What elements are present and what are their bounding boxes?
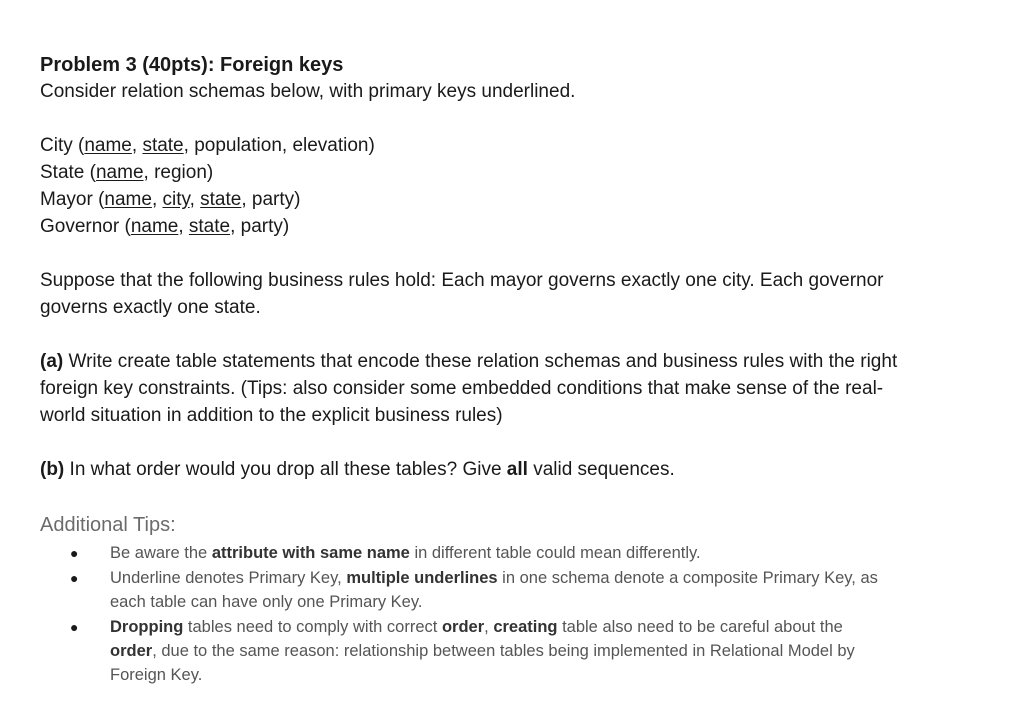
problem-intro: Consider relation schemas below, with primary keys underlined.	[40, 81, 576, 102]
bullet-icon: ●	[70, 545, 79, 561]
tip-item: ● Underline denotes Primary Key, multiple underlines in one schema denote a composite Primary Key, as each table can have only one Primary Key.	[40, 566, 1000, 614]
bullet-icon: ●	[70, 619, 79, 635]
schema-list	[40, 132, 1000, 240]
schema-state: State (name, region)	[40, 162, 214, 183]
pk-attribute: city	[162, 189, 190, 210]
schema-governor: Governor (name, state, party)	[40, 216, 290, 237]
part-a-line-3: world situation in addition to the explicit business rules)	[40, 405, 503, 426]
tip-item: ● Be aware the attribute with same name in different table could mean differently.	[40, 541, 1000, 565]
bullet-icon: ●	[70, 570, 79, 586]
tips-list	[40, 541, 1000, 687]
pk-attribute: state	[200, 189, 242, 210]
pk-attribute: state	[188, 216, 231, 237]
pk-attribute: name	[84, 135, 132, 156]
part-b-question: (b) In what order would you drop all these tables? Give all valid sequences.	[40, 459, 675, 480]
part-a-line-2: foreign key constraints. (Tips: also consider some embedded conditions that make sense of the real-	[40, 378, 884, 399]
document-page	[40, 52, 1000, 687]
schema-city: City (name, state, population, elevation)	[40, 135, 375, 156]
tip-item: ● Dropping tables need to comply with correct order, creating table also need to be careful about the order, due to the same reason: relationship between tables being implemented in Relational Model by Foreign Key.	[40, 615, 1000, 687]
pk-attribute: state	[142, 135, 184, 156]
tips-heading: Additional Tips:	[40, 514, 176, 536]
part-a-label: (a)	[40, 351, 64, 372]
business-rules-line-1: Suppose that the following business rules hold: Each mayor governs exactly one city. Each governor	[40, 270, 884, 291]
pk-attribute: name	[104, 189, 152, 210]
business-rules-line-2: governs exactly one state.	[40, 297, 261, 318]
pk-attribute: name	[130, 216, 179, 237]
part-b-label: (b)	[40, 459, 65, 480]
problem-title: Problem 3 (40pts): Foreign keys	[40, 54, 344, 76]
part-a-line-1: (a) Write create table statements that encode these relation schemas and business rules with the right	[40, 351, 898, 372]
schema-mayor: Mayor (name, city, state, party)	[40, 189, 301, 210]
pk-attribute: name	[95, 162, 144, 183]
